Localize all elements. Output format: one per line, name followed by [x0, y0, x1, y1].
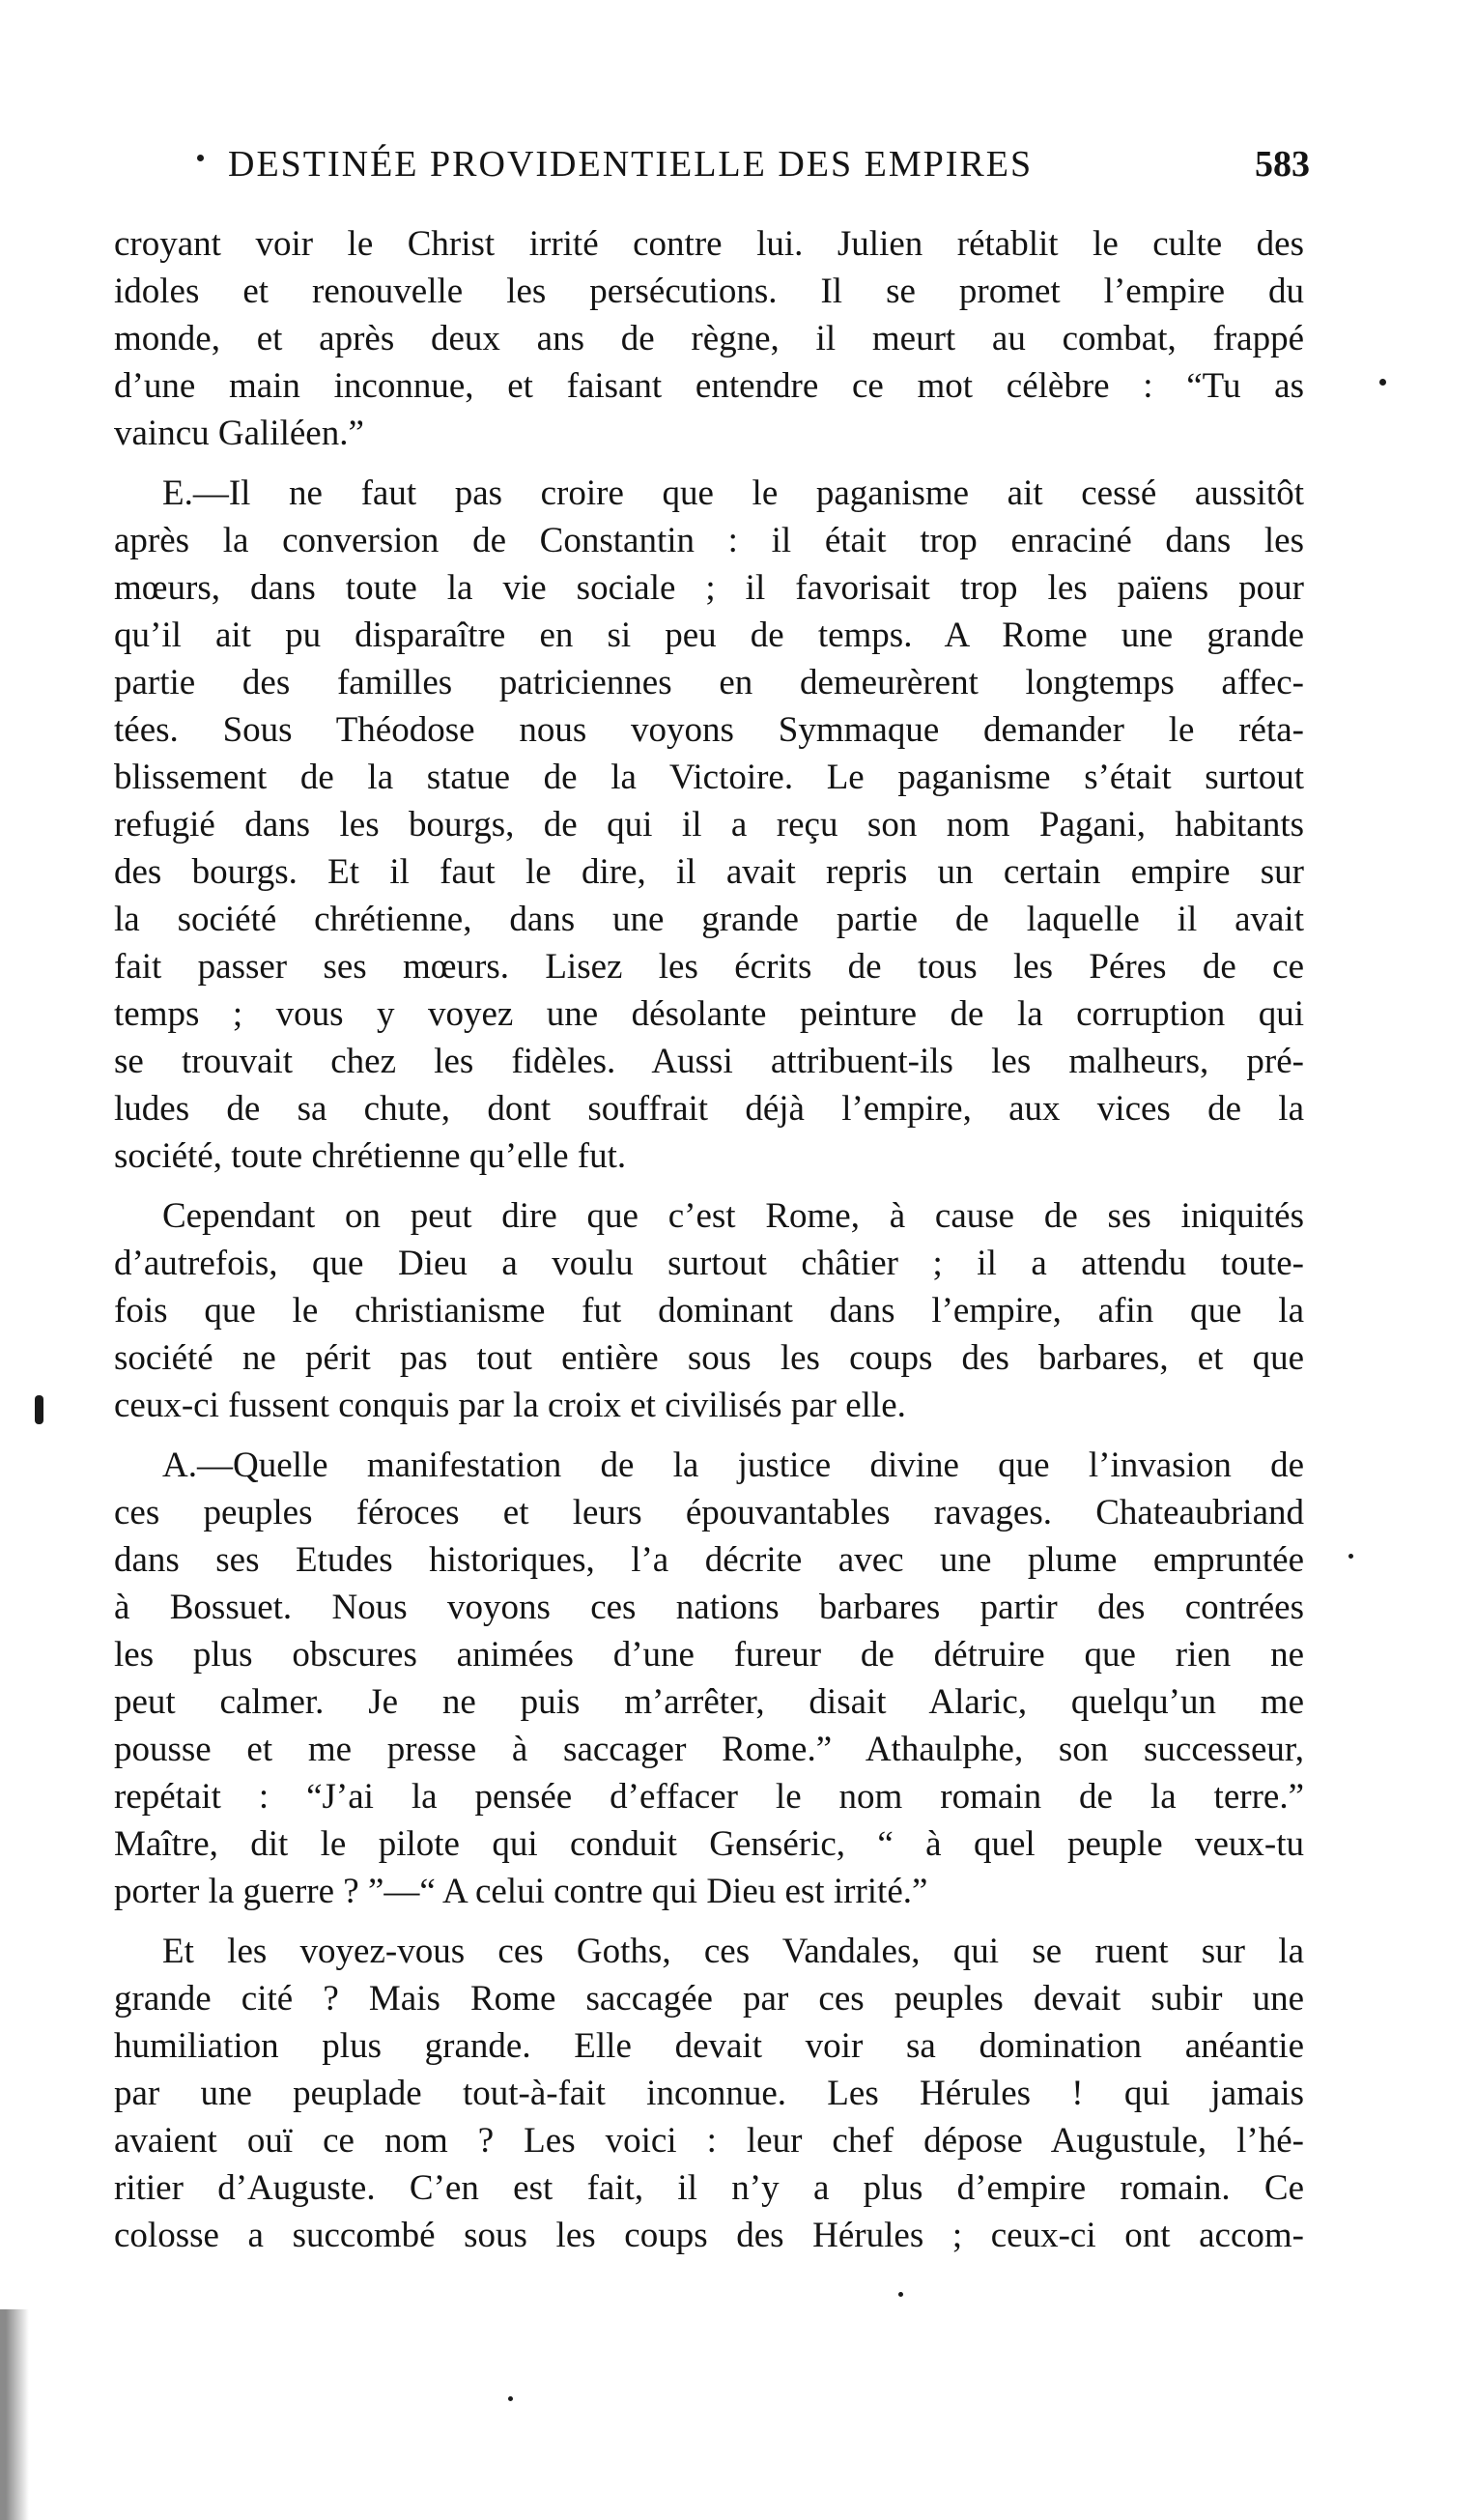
ink-speck: [898, 2292, 903, 2297]
text-line: repétait : “J’ai la pensée d’effacer le nom romain de la terre.”: [114, 1777, 1304, 1817]
text-line: blissement de la statue de la Victoire. Le paganisme s’était surtout: [114, 758, 1304, 797]
text-line: refugié dans les bourgs, de qui il a reçu son nom Pagani, habitants: [114, 805, 1304, 845]
text-line: porter la guerre ? ”—“ A celui contre qui Dieu est irrité.”: [114, 1872, 928, 1911]
text-line: se trouvait chez les fidèles. Aussi attribuent-ils les malheurs, pré-: [114, 1042, 1304, 1081]
text-line: ludes de sa chute, dont souffrait déjà l’empire, aux vices de la: [114, 1089, 1304, 1129]
text-line: A.—Quelle manifestation de la justice divine que l’invasion de: [162, 1446, 1304, 1485]
text-line: ceux-ci fussent conquis par la croix et civilisés par elle.: [114, 1386, 906, 1425]
text-line: fait passer ses mœurs. Lisez les écrits de tous les Péres de ce: [114, 947, 1304, 987]
text-line: d’une main inconnue, et faisant entendre ce mot célèbre : “Tu as: [114, 366, 1304, 406]
ink-speck: [197, 155, 204, 161]
text-line: grande cité ? Mais Rome saccagée par ces peuples devait subir une: [114, 1979, 1304, 2019]
text-line: monde, et après deux ans de règne, il meurt au combat, frappé: [114, 319, 1304, 358]
text-line: mœurs, dans toute la vie sociale ; il favorisait trop les païens pour: [114, 568, 1304, 608]
text-line: pousse et me presse à saccager Rome.” Athaulphe, son successeur,: [114, 1730, 1304, 1769]
text-line: fois que le christianisme fut dominant dans l’empire, afin que la: [114, 1291, 1304, 1331]
page-number: 583: [1255, 144, 1310, 185]
text-line: d’autrefois, que Dieu a voulu surtout châtier ; il a attendu toute-: [114, 1244, 1304, 1283]
text-line: société, toute chrétienne qu’elle fut.: [114, 1136, 627, 1176]
text-line: temps ; vous y voyez une désolante peinture de la corruption qui: [114, 994, 1304, 1034]
text-line: vaincu Galiléen.”: [114, 414, 364, 453]
page-header: [228, 135, 1310, 193]
text-line: dans ses Etudes historiques, l’a décrite avec une plume empruntée: [114, 1540, 1304, 1580]
text-line: Maître, dit le pilote qui conduit Genséric, “ à quel peuple veux-tu: [114, 1824, 1304, 1864]
text-line: partie des familles patriciennes en demeurèrent longtemps affec-: [114, 663, 1304, 702]
text-line: idoles et renouvelle les persécutions. Il se promet l’empire du: [114, 272, 1304, 311]
text-line: avaient ouï ce nom ? Les voici : leur chef dépose Augustule, l’hé-: [114, 2121, 1304, 2161]
text-line: croyant voir le Christ irrité contre lui. Julien rétablit le culte des: [114, 224, 1304, 264]
text-line: peut calmer. Je ne puis m’arrêter, disait Alaric, quelqu’un me: [114, 1682, 1304, 1722]
text-line: E.—Il ne faut pas croire que le paganisme ait cessé aussitôt: [162, 473, 1304, 513]
text-line: à Bossuet. Nous voyons ces nations barbares partir des contrées: [114, 1588, 1304, 1627]
paragraph-goths-herules: [114, 1928, 1304, 2259]
text-line: la société chrétienne, dans une grande partie de laquelle il avait: [114, 900, 1304, 939]
text-line: qu’il ait pu disparaître en si peu de temps. A Rome une grande: [114, 616, 1304, 655]
text-line: humiliation plus grande. Elle devait voir sa domination anéantie: [114, 2026, 1304, 2066]
text-line: par une peuplade tout-à-fait inconnue. Les Hérules ! qui jamais: [114, 2074, 1304, 2113]
paragraph-paganisme: [114, 470, 1304, 1180]
text-line: Cependant on peut dire que c’est Rome, à cause de ses iniquités: [162, 1196, 1304, 1236]
text-line: société ne périt pas tout entière sous les coups des barbares, et que: [114, 1338, 1304, 1378]
ink-speck: [1379, 379, 1386, 386]
running-title: DESTINÉE PROVIDENTIELLE DES EMPIRES: [228, 144, 1034, 185]
paragraph-invasion: [114, 1442, 1304, 1915]
text-line: tées. Sous Théodose nous voyons Symmaque demander le réta-: [114, 710, 1304, 750]
text-line: ritier d’Auguste. C’en est fait, il n’y a plus d’empire romain. Ce: [114, 2168, 1304, 2208]
text-line: Et les voyez-vous ces Goths, ces Vandales, qui se ruent sur la: [162, 1932, 1304, 1971]
paragraph-julien: [114, 220, 1304, 457]
text-line: des bourgs. Et il faut le dire, il avait repris un certain empire sur: [114, 852, 1304, 892]
ink-speck: [35, 1395, 43, 1424]
text-line: les plus obscures animées d’une fureur de détruire que rien ne: [114, 1635, 1304, 1675]
text-line: colosse a succombé sous les coups des Hérules ; ceux-ci ont accom-: [114, 2216, 1304, 2255]
paragraph-rome-chatiment: [114, 1192, 1304, 1429]
text-line: après la conversion de Constantin : il était trop enraciné dans les: [114, 521, 1304, 560]
binding-shadow: [0, 2309, 29, 2520]
ink-speck: [508, 2396, 513, 2401]
ink-speck: [1348, 1554, 1353, 1559]
text-line: ces peuples féroces et leurs épouvantables ravages. Chateaubriand: [114, 1493, 1304, 1532]
body-text: [114, 220, 1304, 2272]
